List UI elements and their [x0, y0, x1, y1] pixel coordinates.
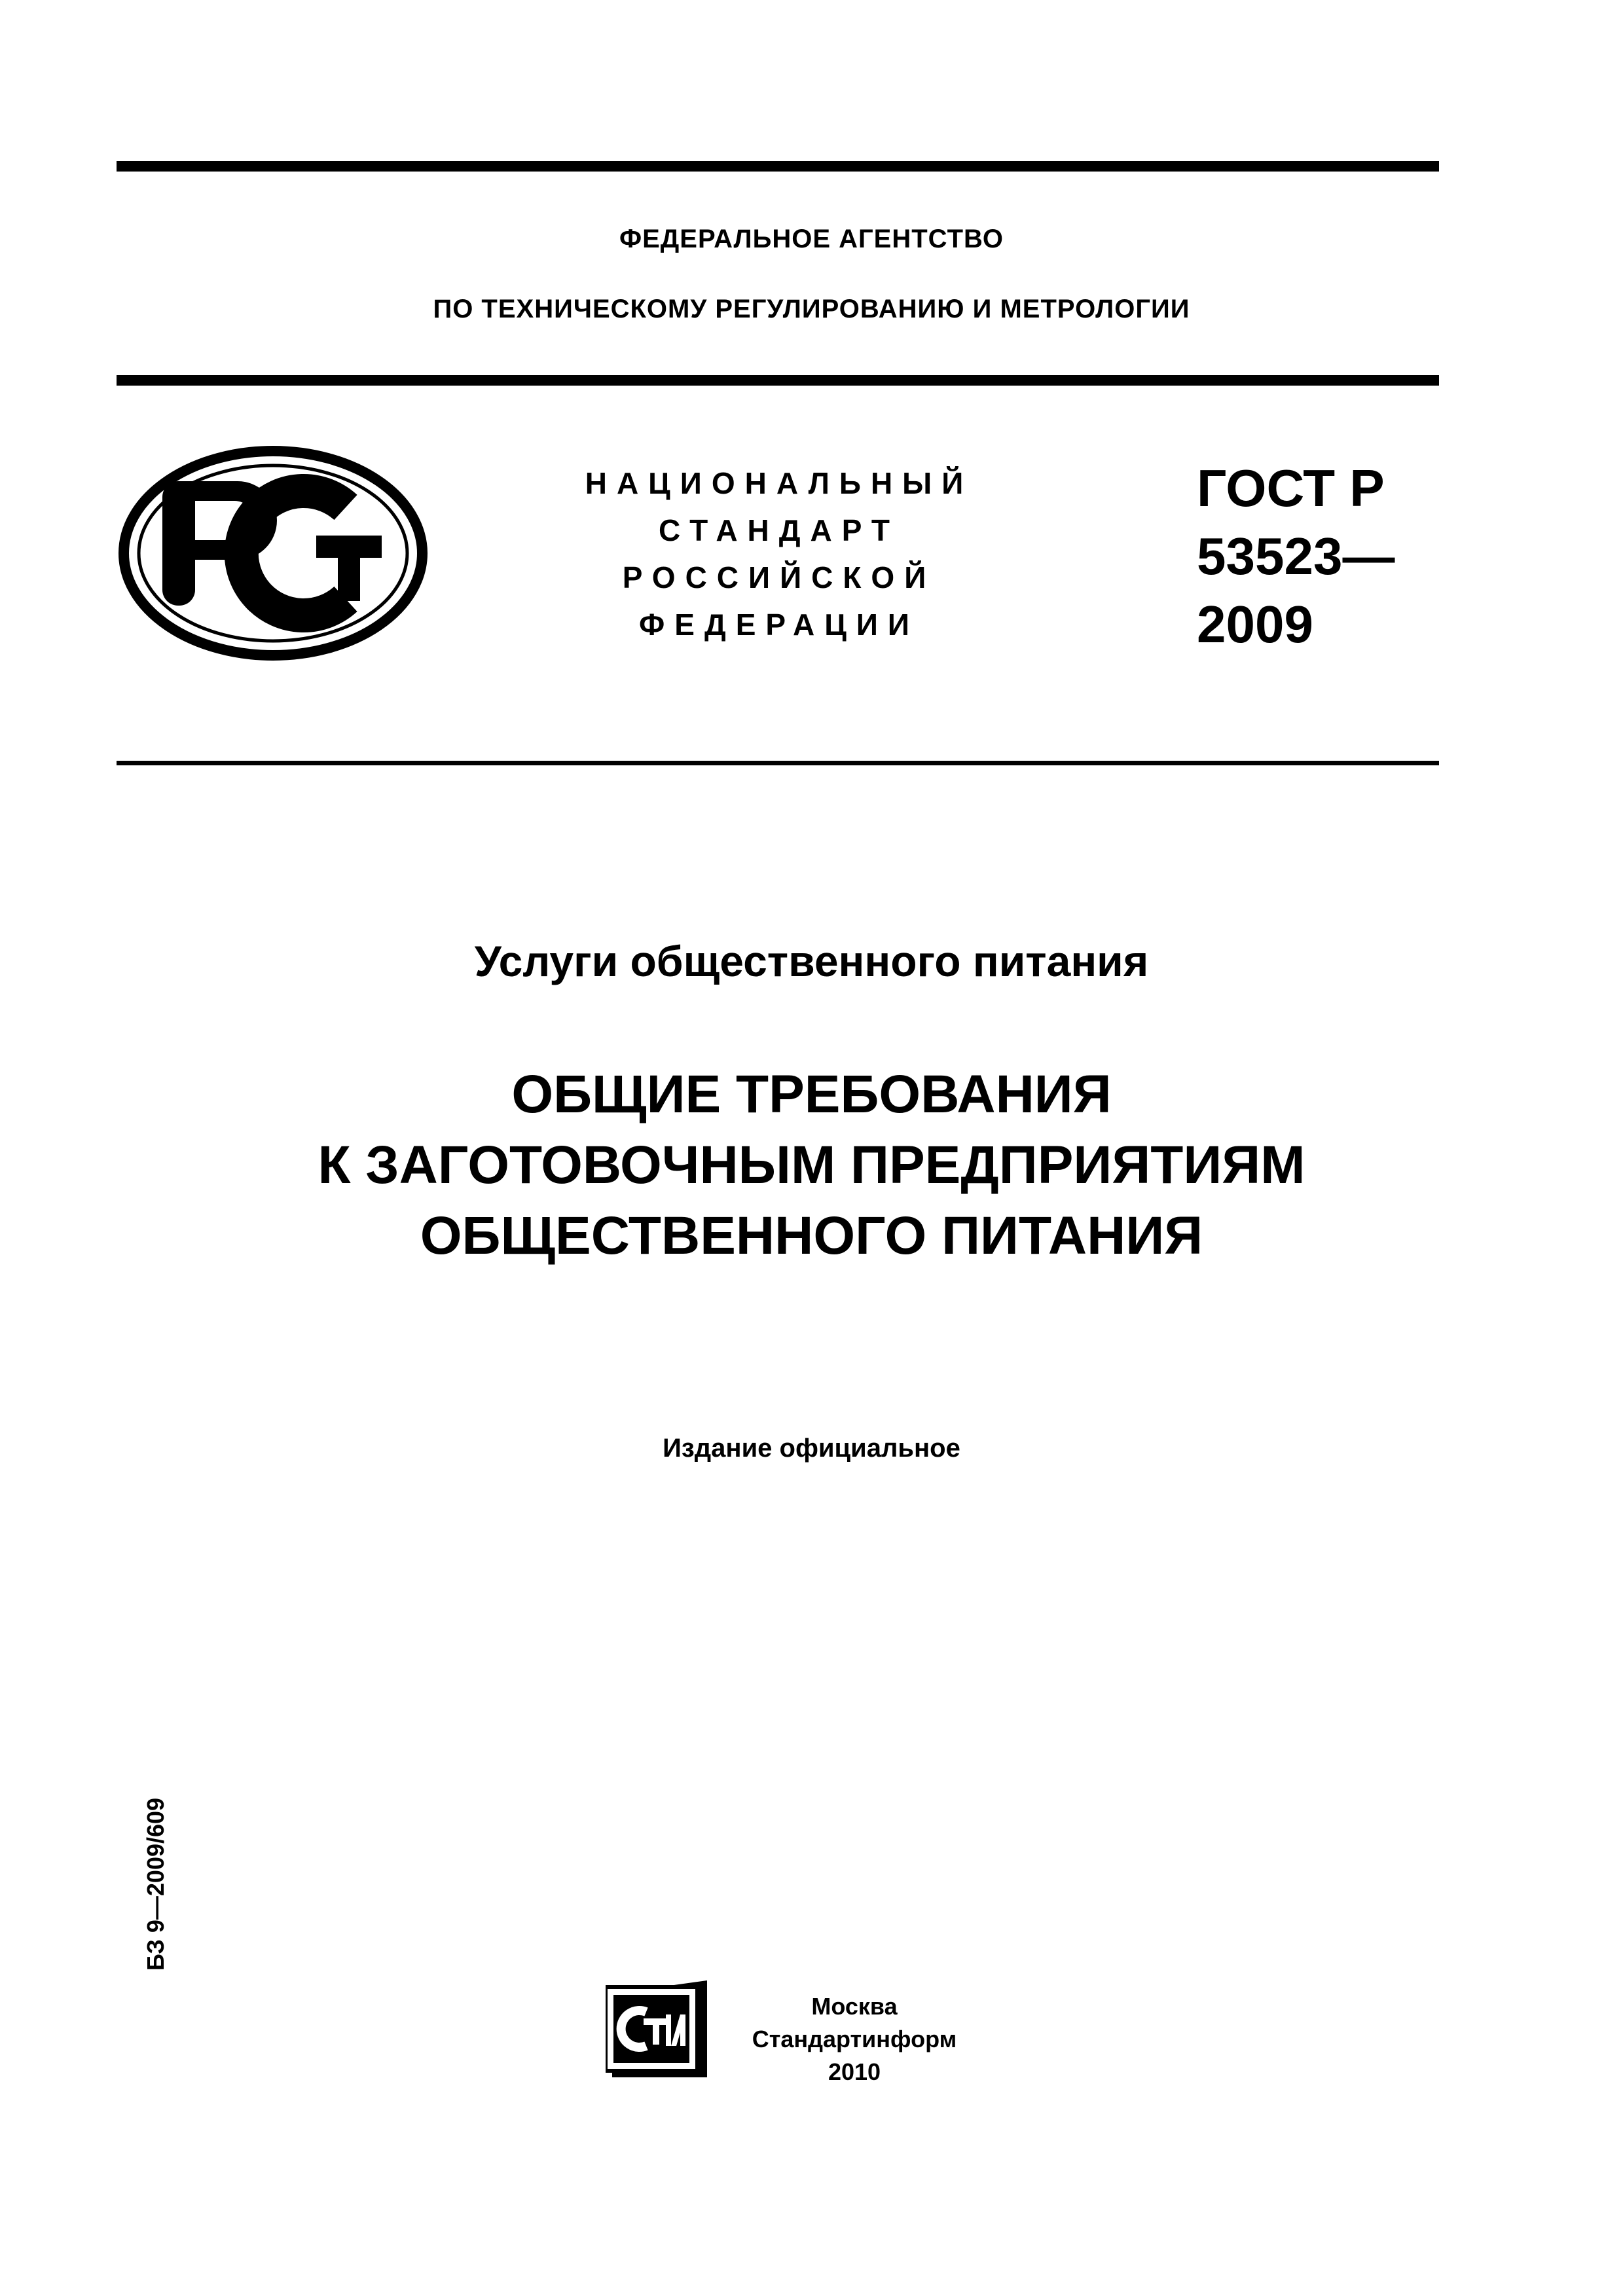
document-subtitle: Услуги общественного питания: [474, 937, 1149, 985]
national-standard-line: НАЦИОНАЛЬНЫЙ: [585, 466, 974, 500]
publisher-city: Москва: [811, 1993, 898, 2020]
designation-line-2: 53523—: [1197, 527, 1395, 585]
title-line: К ЗАГОТОВОЧНЫМ ПРЕДПРИЯТИЯМ: [318, 1135, 1305, 1195]
national-standard-line: ФЕДЕРАЦИИ: [639, 608, 919, 642]
sti-publisher-icon: [606, 1980, 707, 2077]
designation-line-1: ГОСТ Р: [1197, 459, 1385, 517]
catalog-code: БЗ 9—2009/609: [142, 1797, 169, 1971]
national-standard-label: [563, 460, 995, 648]
document-title: [0, 1059, 1623, 1271]
title-line: ОБЩЕСТВЕННОГО ПИТАНИЯ: [420, 1206, 1203, 1266]
title-line: ОБЩИЕ ТРЕБОВАНИЯ: [511, 1065, 1112, 1124]
rst-certification-icon: [117, 445, 429, 661]
national-standard-line: СТАНДАРТ: [659, 513, 900, 547]
designation-line-3: 2009: [1197, 595, 1313, 653]
agency-name-line-2: ПО ТЕХНИЧЕСКОМУ РЕГУЛИРОВАНИЮ И МЕТРОЛОГИИ: [433, 295, 1190, 323]
publisher-name: Стандартинформ: [752, 2026, 957, 2052]
standard-designation: [1197, 454, 1432, 659]
agency-name-line-1: ФЕДЕРАЛЬНОЕ АГЕНТСТВО: [619, 225, 1004, 253]
publisher-year: 2010: [828, 2058, 881, 2085]
top-thick-rule: [117, 161, 1439, 172]
agency-bottom-rule: [117, 375, 1439, 386]
national-standard-line: РОССИЙСКОЙ: [622, 560, 936, 594]
publisher-imprint: [717, 1990, 992, 2088]
header-bottom-rule: [117, 761, 1439, 765]
edition-label: Издание официальное: [663, 1434, 960, 1463]
